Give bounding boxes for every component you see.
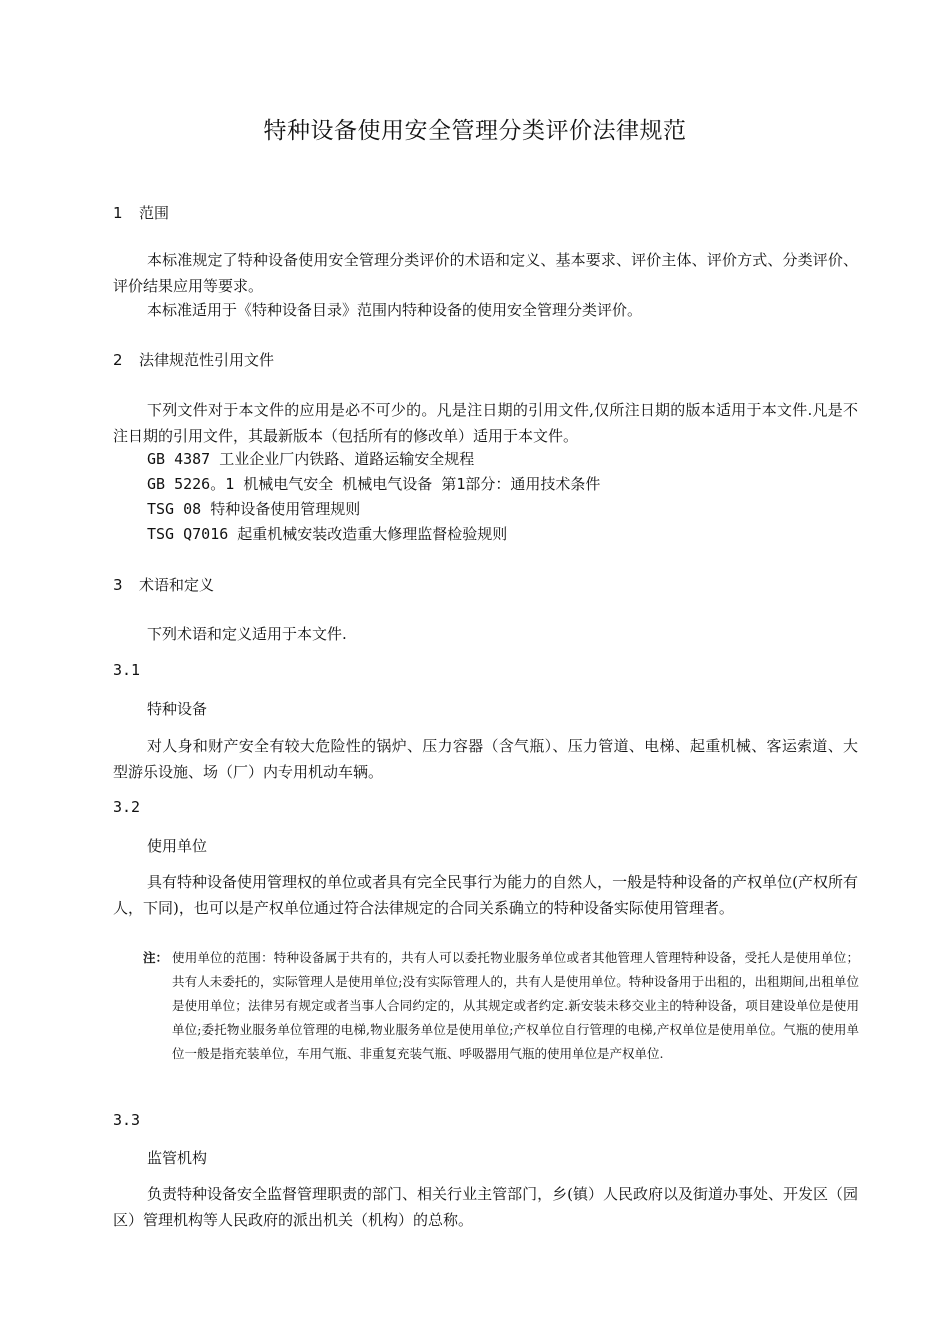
section-heading-scope — [113, 202, 169, 223]
note-text: 使用单位的范围：特种设备属于共有的，共有人可以委托物业服务单位或者其他管理人管理特种设备，受托人是使用单位；共有人未委托的，实际管理人是使用单位;没有实际管理人的，共有人是使用单位。特种设备用于出租的，出租期间,出租单位是使用单位；法律另有规定或者当事人合同约定的，从其规定或者约定.新安装未移交业主的特种设备，项目建设单位是使用单位;委托物业服务单位管理的电梯,物业服务单位是使用单位;产权单位自行管理的电梯,产权单位是使用单位。气瓶的使用单位一般是指充装单位，车用气瓶、非重复充装气瓶、呼吸器用气瓶的使用单位是产权单位. — [172, 950, 859, 1061]
scope-paragraph-1: 本标准规定了特种设备使用安全管理分类评价的术语和定义、基本要求、评价主体、评价方式、分类评价、评价结果应用等要求。 — [113, 251, 858, 295]
section-title: 术语和定义 — [139, 576, 215, 594]
term-definition: 具有特种设备使用管理权的单位或者具有完全民事行为能力的自然人，一般是特种设备的产权单位(产权所有人，下同)，也可以是产权单位通过符合法律规定的合同关系确立的特种设备实际使用管理者。 — [113, 873, 858, 917]
term-definition: 负责特种设备安全监督管理职责的部门、相关行业主管部门，乡(镇）人民政府以及街道办事处、开发区（园区）管理机构等人民政府的派出机关（机构）的总称。 — [113, 1185, 858, 1229]
section-title: 范围 — [139, 204, 170, 222]
section-number: 3 — [113, 576, 123, 594]
term-heading: 监管机构 — [147, 1149, 208, 1167]
reference-item: GB 4387 工业企业厂内铁路、道路运输安全规程 — [147, 450, 475, 468]
term-heading: 特种设备 — [147, 700, 208, 718]
term-number: 3.2 — [113, 798, 141, 816]
document-title: 特种设备使用安全管理分类评价法律规范 — [263, 118, 687, 144]
note-label: 注： — [143, 950, 169, 965]
section-heading-terms — [113, 574, 214, 595]
reference-item: GB 5226。1 机械电气安全 机械电气设备 第1部分：通用技术条件 — [147, 475, 601, 493]
section-number: 1 — [113, 204, 123, 222]
term-number: 3.3 — [113, 1111, 141, 1129]
reference-item: TSG 08 特种设备使用管理规则 — [147, 500, 361, 518]
reference-item: TSG Q7016 起重机械安装改造重大修理监督检验规则 — [147, 525, 508, 543]
terms-intro: 下列术语和定义适用于本文件. — [147, 625, 347, 643]
term-number: 3.1 — [113, 661, 141, 679]
term-note — [143, 946, 859, 1066]
section-heading-references — [113, 349, 274, 370]
section-number: 2 — [113, 351, 123, 369]
scope-paragraph-2: 本标准适用于《特种设备目录》范围内特种设备的使用安全管理分类评价。 — [147, 301, 643, 319]
references-intro-paragraph: 下列文件对于本文件的应用是必不可少的。凡是注日期的引用文件,仅所注日期的版本适用于本文件.凡是不注日期的引用文件，其最新版本（包括所有的修改单）适用于本文件。 — [113, 401, 858, 445]
section-title: 法律规范性引用文件 — [139, 351, 275, 369]
term-definition: 对人身和财产安全有较大危险性的锅炉、压力容器（含气瓶）、压力管道、电梯、起重机械、客运索道、大型游乐设施、场（厂）内专用机动车辆。 — [113, 737, 858, 781]
term-heading: 使用单位 — [147, 837, 208, 855]
